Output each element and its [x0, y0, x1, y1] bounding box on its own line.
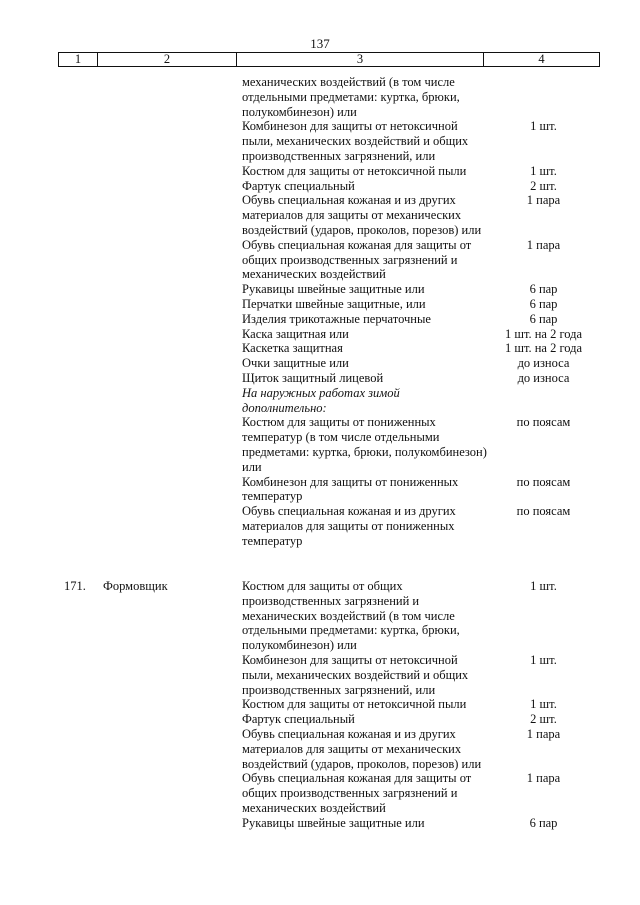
item-quantity: по поясам — [516, 474, 571, 489]
table-row — [0, 238, 640, 282]
table-row — [0, 341, 640, 356]
item-description: Костюм для защиты от нетоксичной пыли — [242, 163, 467, 178]
table-row — [0, 119, 640, 163]
item-description: Фартук специальный — [242, 712, 355, 727]
table-block-continued — [0, 75, 640, 549]
column-header-3: 3 — [237, 53, 484, 66]
table-row — [0, 193, 640, 237]
item-description: Комбинезон для защиты от пониженных температур — [242, 474, 459, 504]
table-row — [0, 475, 640, 505]
item-quantity: 6 пар — [529, 296, 558, 311]
item-description: Каскетка защитная — [242, 341, 343, 356]
item-quantity: 6 пар — [529, 282, 558, 297]
table-row — [0, 297, 640, 312]
item-description: Костюм для защиты от нетоксичной пыли — [242, 697, 467, 712]
table-row — [0, 697, 640, 712]
item-description: Обувь специальная кожаная и из других материалов для защиты от пониженных температур — [242, 504, 456, 548]
table-row — [0, 816, 640, 831]
page-number: 137 — [310, 36, 330, 51]
table-block-171 — [0, 579, 640, 831]
table-row — [0, 356, 640, 371]
item-description: На наружных работах зимой дополнительно: — [242, 385, 400, 415]
item-quantity: 1 шт. — [530, 697, 557, 712]
column-header-2: 2 — [98, 53, 237, 66]
item-description: Рукавицы швейные защитные или — [242, 282, 425, 297]
item-description: Фартук специальный — [242, 178, 355, 193]
item-description: Очки защитные или — [242, 356, 349, 371]
item-quantity: 1 шт. — [530, 579, 557, 593]
table-row — [0, 312, 640, 327]
item-description: Перчатки швейные защитные, или — [242, 296, 426, 311]
item-description: механических воздействий (в том числе отдельными предметами: куртка, брюки, полукомбинезон) или — [242, 75, 460, 119]
table-row — [0, 579, 640, 653]
table-row — [0, 179, 640, 194]
item-quantity: по поясам — [516, 504, 571, 519]
item-quantity: до износа — [517, 370, 570, 385]
item-quantity: по поясам — [516, 415, 571, 430]
item-description: Каска защитная или — [242, 326, 349, 341]
table-row — [0, 164, 640, 179]
table-row — [0, 712, 640, 727]
item-quantity: 1 пара — [526, 237, 561, 252]
table-row — [0, 727, 640, 771]
item-description: Обувь специальная кожаная для защиты от общих производственных загрязнений и механических воздействий — [242, 771, 472, 815]
table-row — [0, 282, 640, 297]
item-description: Комбинезон для защиты от нетоксичной пыли, механических воздействий и общих производственных загрязнений, или — [242, 119, 469, 163]
table-row — [0, 504, 640, 548]
item-quantity: 2 шт. — [530, 178, 557, 193]
profession-name: Формовщик — [103, 579, 168, 593]
item-description: Обувь специальная кожаная и из других материалов для защиты от механических воздействий (ударов, проколов, порезов) или — [242, 193, 482, 237]
item-description: Обувь специальная кожаная и из других материалов для защиты от механических воздействий (ударов, проколов, порезов) или — [242, 726, 482, 771]
item-description: Щиток защитный лицевой — [242, 370, 384, 385]
column-header-row — [58, 52, 600, 67]
item-quantity: 1 шт. — [530, 652, 557, 667]
column-header-1: 1 — [59, 53, 98, 66]
table-row — [0, 327, 640, 342]
table-row — [0, 771, 640, 815]
item-quantity: 1 шт. — [530, 163, 557, 178]
item-quantity: 1 пара — [526, 193, 561, 208]
item-quantity: 1 шт. на 2 года — [504, 341, 583, 356]
item-description: Комбинезон для защиты от нетоксичной пыли, механических воздействий и общих производственных загрязнений, или — [242, 652, 469, 697]
table-row — [0, 75, 640, 119]
item-quantity: 1 шт. — [530, 119, 557, 134]
column-header-4: 4 — [538, 52, 545, 66]
item-description: Костюм для защиты от общих производственных загрязнений и механических воздействий (в том числе отдельными предметами: куртка, брюки, полукомбинезон) или — [242, 579, 460, 653]
item-quantity: 2 шт. — [530, 712, 557, 727]
item-quantity: 6 пар — [529, 311, 558, 326]
item-number: 171. — [64, 579, 86, 593]
item-quantity: 1 пара — [526, 726, 561, 741]
item-quantity: до износа — [517, 356, 570, 371]
item-quantity: 1 пара — [526, 771, 561, 786]
item-quantity: 1 шт. на 2 года — [504, 326, 583, 341]
table-row — [0, 386, 640, 416]
table-row — [0, 371, 640, 386]
item-description: Изделия трикотажные перчаточные — [242, 311, 431, 326]
item-quantity: 6 пар — [529, 815, 558, 830]
table-row — [0, 653, 640, 697]
item-description: Рукавицы швейные защитные или — [242, 815, 425, 830]
item-description: Обувь специальная кожаная для защиты от общих производственных загрязнений и механических воздействий — [242, 237, 472, 282]
item-description: Костюм для защиты от пониженных температур (в том числе отдельными предметами: куртка, брюки, полукомбинезон) или — [242, 415, 487, 474]
table-row — [0, 415, 640, 474]
